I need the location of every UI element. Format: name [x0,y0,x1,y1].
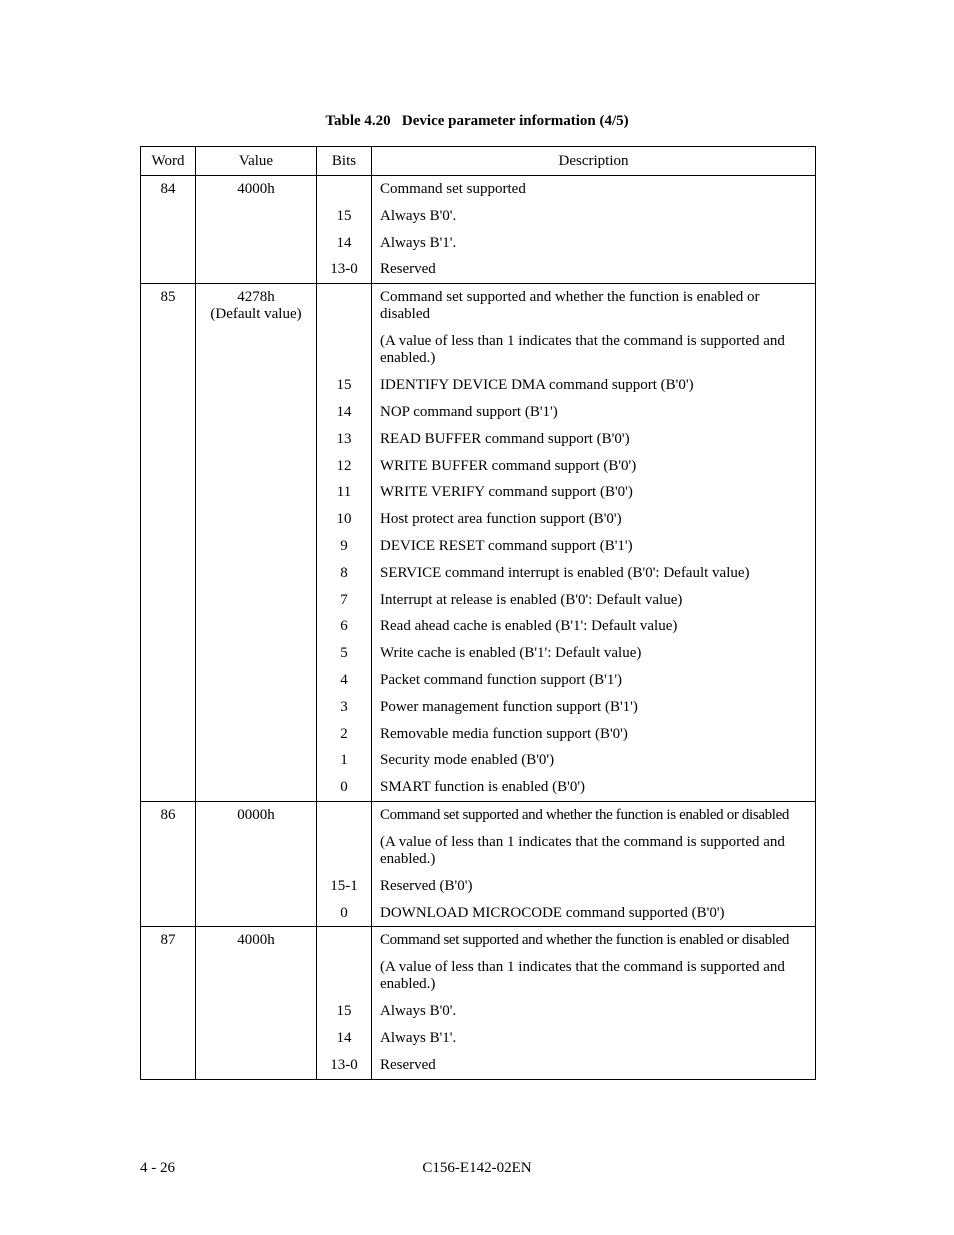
description-text: Always B'0'. [380,207,457,224]
document-code: C156-E142-02EN [422,1160,532,1176]
word-cell: 85 [141,284,196,802]
table-title: Table 4.20 Device parameter information (4/5) [325,113,629,129]
bits-value: 4 [340,671,348,688]
description-text: Command set supported [380,181,526,197]
bits-value [317,328,371,372]
description-text: Host protect area function support (B'0') [380,511,622,528]
description-text: Command set supported and whether the function is enabled or disabled [380,932,790,949]
bits-value: 13-0 [330,1056,358,1073]
header-description: Description [372,147,816,176]
description-text: NOP command support (B'1') [380,403,558,420]
bits-cell [317,284,372,802]
description-cell [372,176,816,284]
bits-value: 15 [336,207,352,224]
bits-value: 5 [340,645,348,662]
page-number: 4 - 26 [140,1160,175,1176]
bits-value: 0 [340,779,348,796]
table-row [141,801,816,926]
word-group-87 [141,927,816,1079]
bits-value: 2 [340,725,348,742]
description-text: Write cache is enabled (B'1': Default value) [380,645,642,662]
description-text: Security mode enabled (B'0') [380,752,555,769]
value-cell: 4000h [196,927,317,1079]
bits-value: 13-0 [330,261,358,278]
table-row [141,284,816,802]
bits-value: 15 [336,377,352,394]
bits-value: 14 [336,1029,352,1046]
description-text: SMART function is enabled (B'0') [380,779,586,796]
bits-value: 0 [340,904,348,921]
bits-value [317,927,371,954]
bits-value: 14 [336,234,352,251]
bits-value: 6 [340,618,348,635]
description-text: Read ahead cache is enabled (B'1': Default value) [380,618,678,635]
description-text: SERVICE command interrupt is enabled (B'0': Default value) [380,564,750,581]
bits-value: 10 [336,511,352,528]
description-text: Reserved (B'0') [380,877,473,894]
bits-value [317,284,371,328]
word-group-85 [141,284,816,802]
description-text: Power management function support (B'1') [380,698,638,715]
bits-value: 15 [336,1003,352,1020]
description-text: Reserved [380,261,436,278]
description-text: (A value of less than 1 indicates that the command is supported and enabled.) [380,833,785,867]
bits-cell [317,801,372,926]
description-text: Interrupt at release is enabled (B'0': Default value) [380,591,683,608]
value-cell: 0000h [196,801,317,926]
bits-value [317,954,371,998]
bits-value: 1 [340,752,348,769]
description-text: Command set supported and whether the function is enabled or disabled [380,806,790,823]
description-text: WRITE VERIFY command support (B'0') [380,484,633,501]
description-cell [372,801,816,926]
description-text: Command set supported and whether the function is enabled or disabled [380,289,760,323]
description-text: READ BUFFER command support (B'0') [380,430,630,447]
word-cell: 86 [141,801,196,926]
device-parameter-table [140,146,816,1080]
bits-value: 14 [336,403,352,420]
description-cell [372,284,816,802]
bits-value [317,176,371,203]
bits-cell [317,927,372,1079]
description-text: Reserved [380,1056,436,1073]
bits-value: 15-1 [330,877,358,894]
bits-cell [317,176,372,284]
description-text: (A value of less than 1 indicates that the command is supported and enabled.) [380,959,785,993]
description-cell [372,927,816,1079]
header-bits: Bits [317,147,372,176]
table-header [141,147,816,176]
bits-value: 9 [340,537,348,554]
description-text: DEVICE RESET command support (B'1') [380,537,633,554]
bits-value [317,829,371,873]
header-row [141,147,816,176]
word-group-86 [141,801,816,926]
description-text: (A value of less than 1 indicates that the command is supported and enabled.) [380,333,785,367]
bits-value [317,802,371,829]
bits-value: 7 [340,591,348,608]
description-text: Always B'1'. [380,234,457,251]
description-text: Removable media function support (B'0') [380,725,628,742]
word-cell: 87 [141,927,196,1079]
description-text: WRITE BUFFER command support (B'0') [380,457,637,474]
bits-value: 8 [340,564,348,581]
word-group-84 [141,176,816,284]
description-text: Always B'0'. [380,1003,457,1020]
description-text: Packet command function support (B'1') [380,671,623,688]
bits-value: 12 [336,457,352,474]
bits-value: 11 [336,484,352,501]
description-text: DOWNLOAD MICROCODE command supported (B'0') [380,904,725,921]
bits-value: 3 [340,698,348,715]
table-row [141,176,816,284]
header-word: Word [141,147,196,176]
bits-value: 13 [336,430,352,447]
value-cell: 4000h [196,176,317,284]
table-row [141,927,816,1079]
value-cell: 4278h (Default value) [196,284,317,802]
word-cell: 84 [141,176,196,284]
description-text: Always B'1'. [380,1029,457,1046]
header-value: Value [196,147,317,176]
description-text: IDENTIFY DEVICE DMA command support (B'0') [380,377,694,394]
